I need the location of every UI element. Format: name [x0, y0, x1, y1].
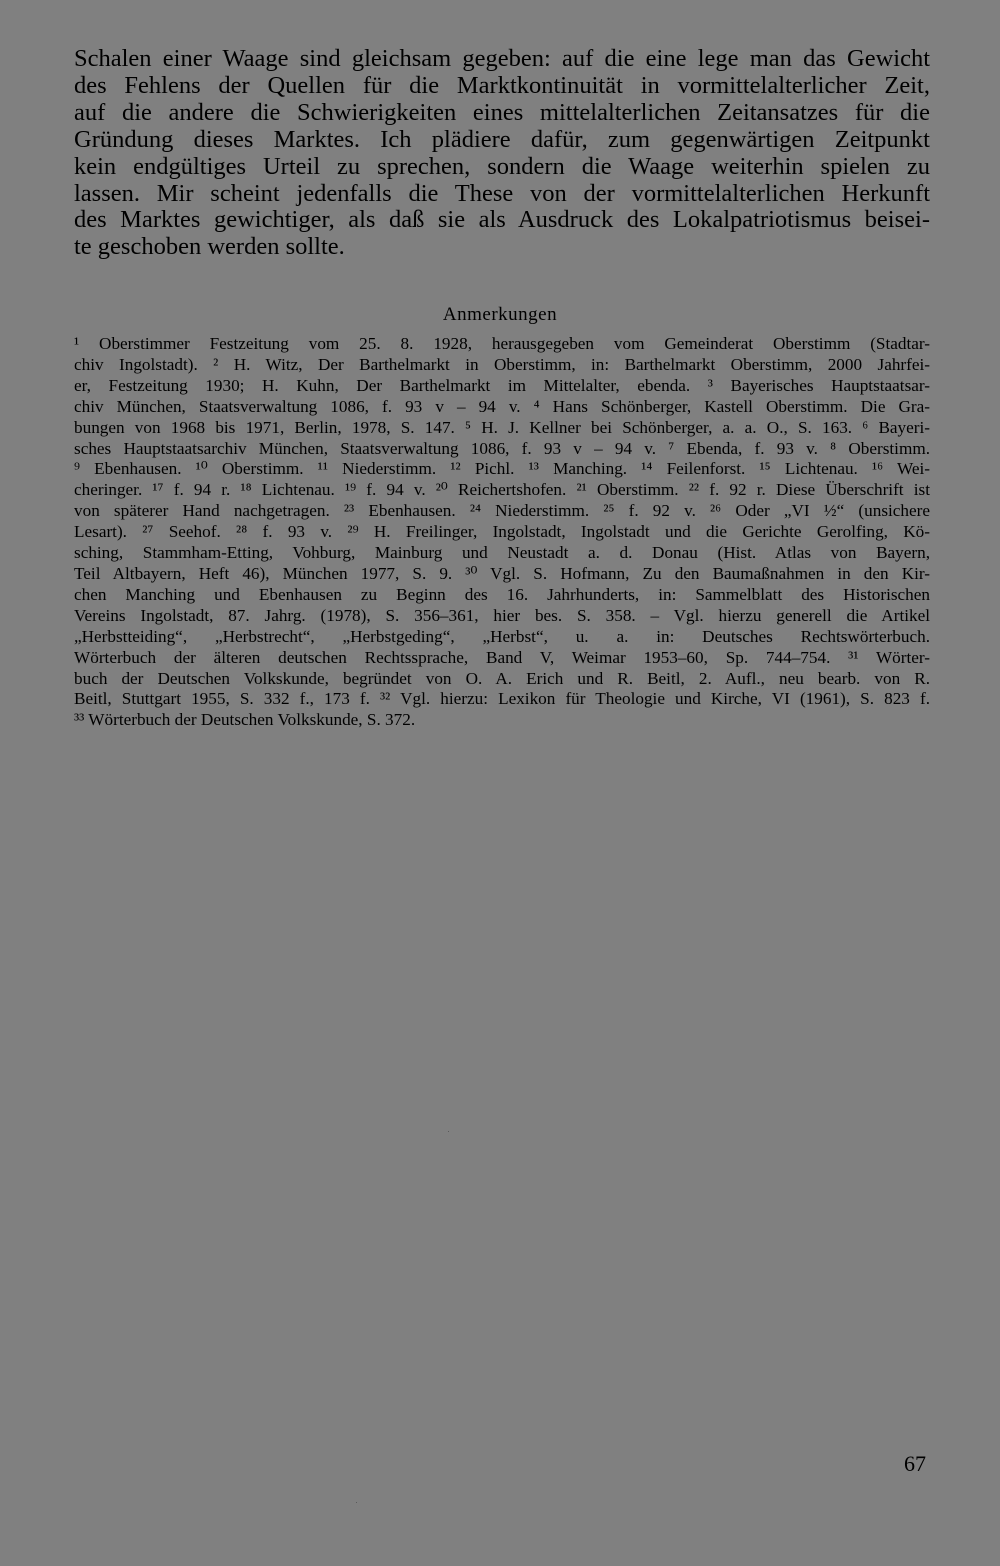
scan-speck — [356, 1502, 357, 1503]
scan-speck — [448, 1131, 449, 1132]
footnote-line: cheringer. ¹⁷ f. 94 r. ¹⁸ Lichtenau. ¹⁹ f. 94 v. ²⁰ Reichertshofen. ²¹ Oberstimm. ²² f. 92 r. Diese Überschrift ist — [74, 480, 930, 500]
footnote-line: chiv München, Staatsverwaltung 1086, f. 93 v – 94 v. ⁴ Hans Schönberger, Kastell Oberstimm. Die Gra- — [74, 396, 930, 416]
body-line: kein endgültiges Urteil zu sprechen, sondern die Waage weiterhin spielen zu — [74, 152, 930, 180]
footnote-line: ¹ Oberstimmer Festzeitung vom 25. 8. 1928, herausgegeben vom Gemeinderat Oberstimm (Stadtar- — [74, 334, 930, 353]
footnote-line: Lesart). ²⁷ Seehof. ²⁸ f. 93 v. ²⁹ H. Freilinger, Ingolstadt, Ingolstadt und die Gerichte Gerolfing, Kö- — [74, 522, 930, 542]
footnote-line: Wörterbuch der älteren deutschen Rechtssprache, Band V, Weimar 1953–60, Sp. 744–754. ³¹ Wörter- — [74, 647, 930, 667]
footnote-line: Beitl, Stuttgart 1955, S. 332 f., 173 f. ³² Vgl. hierzu: Lexikon für Theologie und Kirche, VI (1961), S. 823 f. — [74, 689, 930, 709]
footnote-line: er, Festzeitung 1930; H. Kuhn, Der Barthelmarkt im Mittelalter, ebenda. ³ Bayerisches Hauptstaatsar- — [74, 375, 930, 395]
footnote-line: bungen von 1968 bis 1971, Berlin, 1978, S. 147. ⁵ H. J. Kellner bei Schönberger, a. a. O., S. 163. ⁶ Bayeri- — [74, 417, 930, 437]
footnote-line: ⁹ Ebenhausen. ¹⁰ Oberstimm. ¹¹ Niederstimm. ¹² Pichl. ¹³ Manching. ¹⁴ Feilenforst. ¹⁵ Lichtenau. ¹⁶ Wei- — [74, 459, 930, 479]
body-line: te geschoben werden sollte. — [74, 233, 345, 261]
body-text — [74, 46, 930, 261]
body-line: des Marktes gewichtiger, als daß sie als Ausdruck des Lokalpatriotismus beisei- — [74, 206, 930, 234]
page-number: 67 — [904, 1451, 926, 1476]
footnote-line: chiv Ingolstadt). ² H. Witz, Der Barthelmarkt in Oberstimm, in: Barthelmarkt Oberstimm, 2000 Jahrfei- — [74, 354, 930, 374]
footnote-line: Vereins Ingolstadt, 87. Jahrg. (1978), S. 356–361, hier bes. S. 358. – Vgl. hierzu generell die Artikel — [74, 605, 930, 625]
footnotes — [74, 334, 930, 731]
footnote-line: ³³ Wörterbuch der Deutschen Volkskunde, S. 372. — [74, 710, 416, 730]
body-line: Schalen einer Waage sind gleichsam gegeben: auf die eine lege man das Gewicht — [74, 45, 930, 72]
footnote-line: „Herbstteiding“, „Herbstrecht“, „Herbstgeding“, „Herbst“, u. a. in: Deutsches Rechtswörterbuch. — [74, 626, 930, 646]
body-line: Gründung dieses Marktes. Ich plädiere dafür, zum gegenwärtigen Zeitpunkt — [74, 125, 930, 153]
footnote-line: sches Hauptstaatsarchiv München, Staatsverwaltung 1086, f. 93 v – 94 v. ⁷ Ebenda, f. 93 v. ⁸ Oberstimm. — [74, 438, 930, 458]
body-line: des Fehlens der Quellen für die Marktkontinuität in vormittelalterlicher Zeit, — [74, 71, 930, 99]
notes-heading: Anmerkungen — [442, 304, 558, 325]
footnote-line: sching, Stammham-Etting, Vohburg, Mainburg und Neustadt a. d. Donau (Hist. Atlas von Bayern, — [74, 543, 930, 563]
body-line: auf die andere die Schwierigkeiten eines mittelalterlichen Zeitansatzes für die — [74, 98, 930, 126]
footnote-line: chen Manching und Ebenhausen zu Beginn des 16. Jahrhunderts, in: Sammelblatt des Historischen — [74, 584, 930, 604]
footnote-line: Teil Altbayern, Heft 46), München 1977, S. 9. ³⁰ Vgl. S. Hofmann, Zu den Baumaßnahmen in den Kir- — [74, 563, 930, 583]
body-line: lassen. Mir scheint jedenfalls die These von der vormittelalterlichen Herkunft — [74, 179, 930, 207]
footnote-line: von späterer Hand nachgetragen. ²³ Ebenhausen. ²⁴ Niederstimm. ²⁵ f. 92 v. ²⁶ Oder „VI ½“ (unsichere — [74, 501, 930, 521]
footnote-line: buch der Deutschen Volkskunde, begründet von O. A. Erich und R. Beitl, 2. Aufl., neu bearb. von R. — [74, 668, 930, 688]
